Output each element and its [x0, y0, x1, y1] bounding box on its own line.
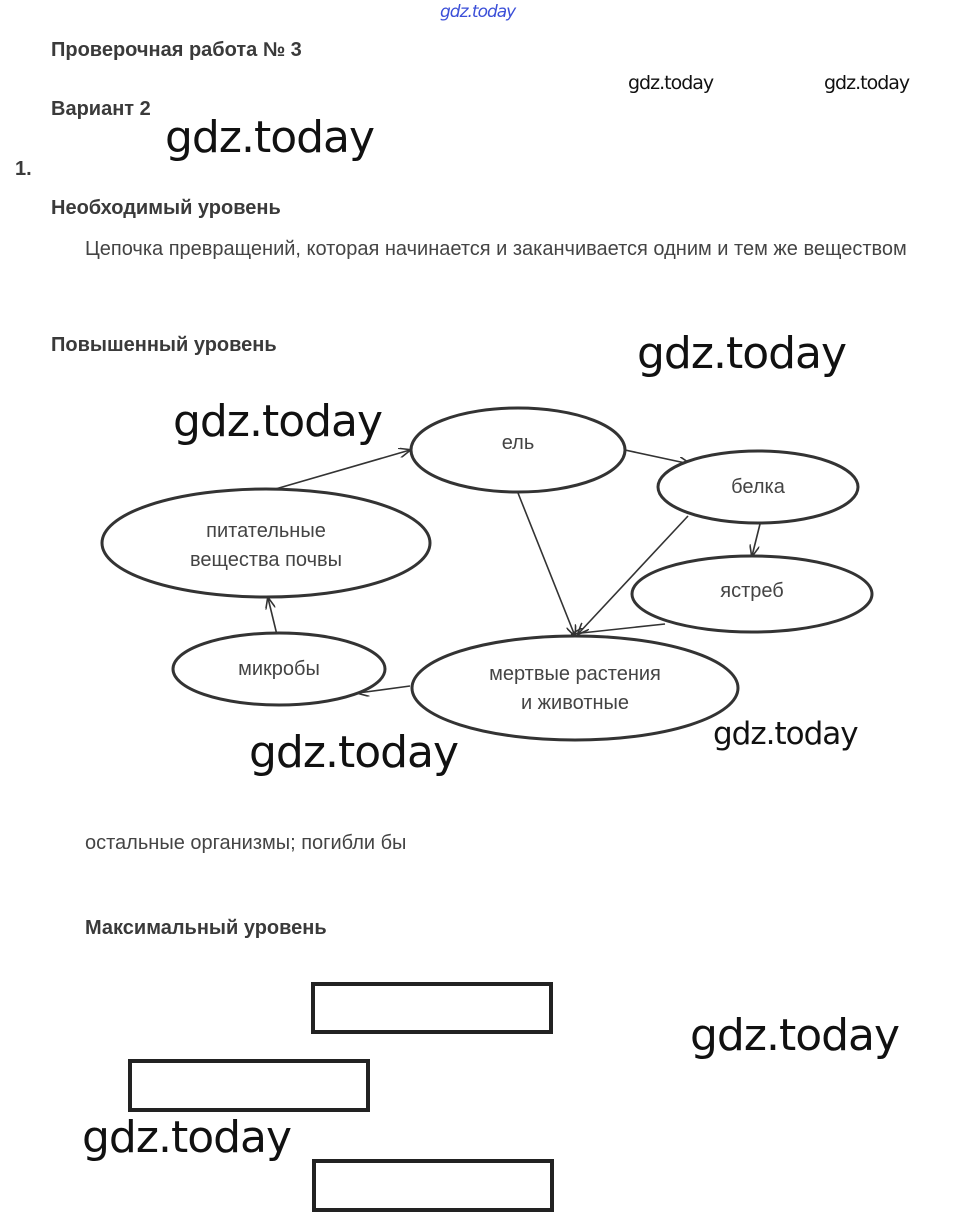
- arrow-squirrel-to-hawk: [752, 524, 760, 556]
- watermark-top: gdz.today: [440, 2, 516, 22]
- watermark-large-6: gdz.today: [82, 1112, 292, 1163]
- watermark-large-4: gdz.today: [249, 727, 459, 778]
- label-dead-line2: и животные: [520, 692, 630, 714]
- arrow-nutrients-to-spruce: [272, 450, 410, 490]
- node-dead: [412, 636, 738, 740]
- heading-max-level: Максимальный уровень: [85, 917, 327, 939]
- watermark-large-5: gdz.today: [690, 1010, 900, 1061]
- watermark-medium: gdz.today: [713, 716, 858, 752]
- label-nutrients-line2: вещества почвы: [189, 549, 343, 571]
- advanced-level-answer: остальные организмы; погибли бы: [85, 832, 407, 854]
- answer-box-3: [312, 1159, 554, 1212]
- page-title: Проверочная работа № 3: [51, 39, 302, 61]
- arrow-microbes-to-nutrients: [268, 598, 277, 635]
- variant-label: Вариант 2: [51, 98, 151, 120]
- label-hawk: ястреб: [720, 580, 784, 602]
- watermark-small-2: gdz.today: [824, 72, 910, 94]
- label-squirrel: белка: [731, 476, 785, 498]
- watermark-large-1: gdz.today: [165, 112, 375, 163]
- arrow-spruce-to-dead: [518, 493, 575, 636]
- arrow-spruce-to-squirrel: [625, 450, 690, 464]
- label-microbes: микробы: [238, 658, 320, 680]
- watermark-small-1: gdz.today: [628, 72, 714, 94]
- answer-box-2: [128, 1059, 370, 1112]
- task-number: 1.: [15, 158, 32, 180]
- node-nutrients: [102, 489, 430, 597]
- basic-level-answer: Цепочка превращений, которая начинается и заканчивается одним и тем же веществом: [85, 238, 907, 260]
- label-dead-line1: мертвые растения: [489, 663, 661, 685]
- heading-advanced-level: Повышенный уровень: [51, 334, 277, 356]
- heading-basic-level: Необходимый уровень: [51, 197, 281, 219]
- watermark-large-3: gdz.today: [173, 396, 383, 447]
- answer-box-1: [311, 982, 553, 1034]
- label-nutrients-line1: питательные: [206, 520, 326, 542]
- label-spruce: ель: [501, 432, 535, 454]
- watermark-large-2: gdz.today: [637, 328, 847, 379]
